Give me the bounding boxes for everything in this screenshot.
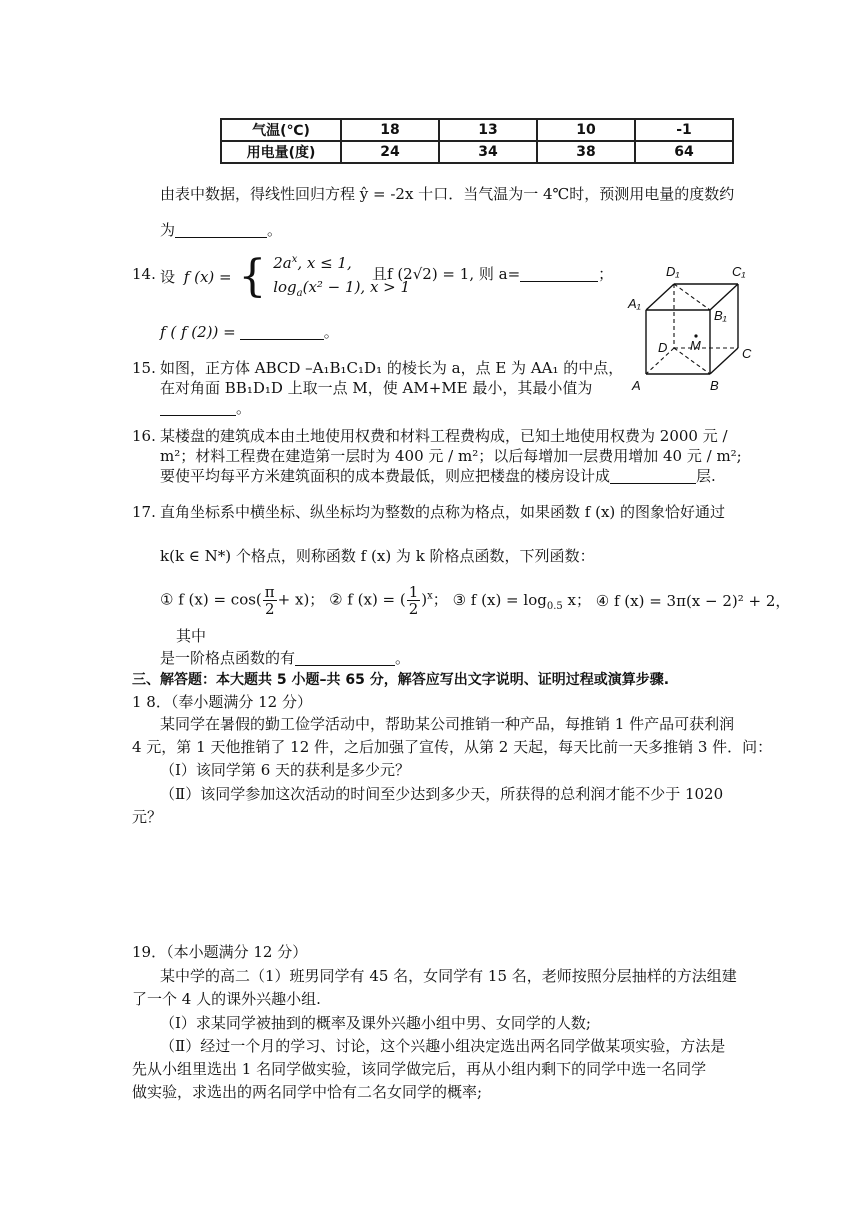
- q18-heading: 1 8．（奉小题满分 12 分）: [132, 693, 312, 711]
- q15-line2: 在对角面 BB₁D₁D 上取一点 M，使 AM+ME 最小，其最小值为: [160, 379, 593, 397]
- q13-line2: [160, 220, 282, 240]
- q15-line3: [160, 398, 251, 418]
- q19-p1: 某中学的高二（1）班男同学有 45 名，女同学有 15 名，老师按照分层抽样的方法组建: [160, 967, 737, 985]
- q17-f1: ① f (x) = cos( $\frac{\pi}{2}$ + x)；: [160, 583, 325, 618]
- q19-heading: 19．（本小题满分 12 分）: [132, 943, 308, 961]
- piecewise-brace: {: [238, 251, 267, 302]
- cube-label-C1: C₁: [732, 264, 746, 279]
- q17-number: 17.: [132, 503, 156, 521]
- q16-line3: [160, 466, 716, 486]
- q17-line5-text: 是一阶格点函数的有: [160, 649, 296, 667]
- table-header-cell: 气温(℃): [221, 119, 341, 141]
- q17-f3: ③ f $(x) = \log_{0.5} x$；: [452, 591, 591, 612]
- table-cell: 64: [635, 141, 733, 163]
- q19-p3: （I）求某同学被抽到的概率及课外兴趣小组中男、女同学的人数;: [160, 1014, 591, 1032]
- cube-label-M: M: [690, 338, 701, 353]
- q15-answer-blank[interactable]: [160, 399, 236, 416]
- cube-label-A: A: [632, 378, 641, 393]
- q18-p3: （I）该同学第 6 天的获利是多少元？: [160, 761, 411, 779]
- q14-case1: $2a^x$, x ≤ 1,: [273, 254, 352, 272]
- table-cell: 38: [537, 141, 635, 163]
- q16-line1: 某楼盘的建筑成本由土地使用权费和材料工程费构成，已知土地使用权费为 2000 元 /: [160, 427, 728, 445]
- q15-end: 。: [236, 399, 252, 417]
- q17-line1: 直角坐标系中横坐标、纵坐标均为整数的点称为格点，如果函数 f (x) 的图象恰好通过: [160, 503, 726, 521]
- q16-line3-text: 要使平均每平方米建筑面积的成本费最低，则应把楼盘的楼房设计成: [160, 467, 611, 485]
- q16-line2: m²；材料工程费在建造第一层时为 400 元 / m²；以后每增加一层费用增加 40 元 / m²;: [160, 447, 742, 465]
- q14-separator: ；: [598, 265, 614, 283]
- q14-condition: [372, 264, 613, 284]
- q17-f4: ④ f (x) = 3π(x − 2)² + 2，: [595, 592, 791, 610]
- table-cell: 34: [439, 141, 537, 163]
- q13-suffix: 。: [267, 221, 283, 239]
- table-cell: 24: [341, 141, 439, 163]
- cube-label-D1: D₁: [666, 264, 680, 279]
- q17-functions: [160, 584, 790, 624]
- q18-p1: 某同学在暑假的勤工俭学活动中，帮助某公司推销一种产品，每推销 1 件产品可获利润: [160, 715, 735, 733]
- cube-label-B: B: [710, 378, 719, 393]
- q18-p4: （Ⅱ）该同学参加这次活动的时间至少达到多少天，所获得的总利润才能不少于 1020: [160, 785, 724, 803]
- q14-fx: f (x) =: [183, 268, 232, 286]
- q14-case2: $\log_a(x^2 - 1)$, x > 1: [273, 278, 411, 299]
- q19-p4: （Ⅱ）经过一个月的学习、讨论，这个兴趣小组决定选出两名同学做某项实验，方法是: [160, 1037, 726, 1055]
- cube-label-D: D: [658, 340, 668, 355]
- cube-label-A1: A₁: [628, 296, 641, 311]
- q17-f2: ② f (x) = ( $\frac{1}{2}$ )$^x$；: [329, 583, 448, 618]
- q17-end: 。: [395, 649, 411, 667]
- q14-number: 14.: [132, 265, 156, 283]
- table-cell: 18: [341, 119, 439, 141]
- q14-cond-text: 且f (2√2) = 1, 则 a=: [372, 265, 521, 283]
- q13-prefix: 为: [160, 221, 176, 239]
- q16-end: 层.: [696, 467, 716, 485]
- q14-answer-blank-ff[interactable]: [240, 323, 324, 340]
- q17-line5: [160, 648, 410, 668]
- q14-end: 。: [323, 323, 339, 341]
- table-row: [221, 119, 733, 141]
- q13-line1: 由表中数据，得线性回归方程 ŷ = -2x 十口．当气温为一 4℃时，预测用电量的度数约: [160, 185, 735, 203]
- q14-ffx: f ( f (2)) =: [160, 323, 236, 341]
- q17-line4: 其中: [176, 627, 207, 645]
- q16-number: 16.: [132, 427, 156, 445]
- q18-p2: 4 元，第 1 天他推销了 12 件，之后加强了宣传，从第 2 天起，每天比前一天多推销 3 件．问：: [132, 738, 773, 756]
- q17-line2: k(k ∈ N*) 个格点，则称函数 f (x) 为 k 阶格点函数，下列函数：: [160, 547, 595, 565]
- table-row: [221, 141, 733, 163]
- q14-prefix: 设: [160, 268, 176, 286]
- table-cell: -1: [635, 119, 733, 141]
- q19-p2: 了一个 4 人的课外兴趣小组.: [132, 990, 321, 1008]
- q17-answer-blank[interactable]: [295, 649, 395, 666]
- temperature-electricity-table: [220, 118, 734, 164]
- cube-figure: [626, 262, 760, 394]
- table-header-cell: 用电量(度): [221, 141, 341, 163]
- table-cell: 10: [537, 119, 635, 141]
- cube-label-C: C: [742, 346, 752, 361]
- q18-p5: 元？: [132, 808, 163, 826]
- section-heading: 三、解答题：本大题共 5 小题–共 65 分，解答应写出文字说明、证明过程或演算步骤.: [132, 672, 670, 688]
- q14-line2: [160, 322, 339, 342]
- q19-p5: 先从小组里选出 1 名同学做实验，该同学做完后，再从小组内剩下的同学中选一名同学: [132, 1060, 707, 1078]
- q19-p6: 做实验，求选出的两名同学中恰有二名女同学的概率;: [132, 1083, 483, 1101]
- q15-number: 15.: [132, 359, 156, 377]
- q16-answer-blank[interactable]: [610, 467, 696, 484]
- q14-answer-blank-a[interactable]: [520, 265, 598, 282]
- q15-line1: 如图，正方体 ABCD –A₁B₁C₁D₁ 的棱长为 a，点 E 为 AA₁ 的中点，: [160, 359, 624, 377]
- q13-answer-blank[interactable]: [175, 221, 267, 238]
- table-cell: 13: [439, 119, 537, 141]
- cube-label-B1: B₁: [714, 308, 727, 323]
